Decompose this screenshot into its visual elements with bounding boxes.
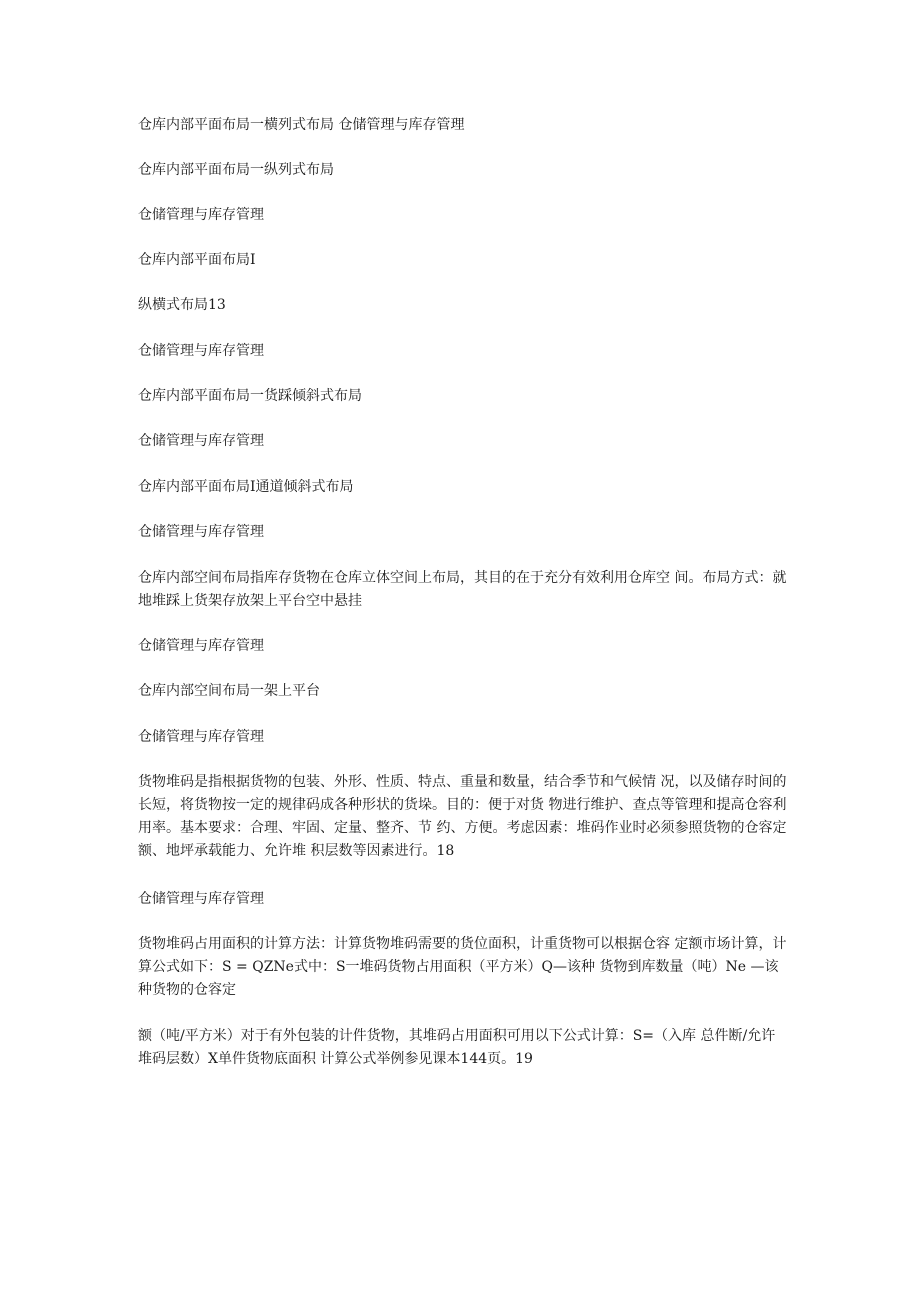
paragraph-9: 仓库内部平面布局I通道倾斜式布局 (138, 479, 354, 495)
paragraph-14: 仓储管理与库存管理 (138, 729, 264, 745)
paragraph-8: 仓储管理与库存管理 (138, 433, 264, 449)
paragraph-7: 仓库内部平面布局一货踩倾斜式布局 (138, 388, 362, 404)
paragraph-13: 仓库内部空间布局一架上平台 (138, 683, 320, 699)
paragraph-5: 纵横式布局13 (138, 297, 226, 313)
paragraph-1: 仓库内部平面布局一横列式布局 仓储管理与库存管理 (138, 117, 465, 133)
paragraph-4: 仓库内部平面布局I (138, 252, 256, 268)
paragraph-10: 仓储管理与库存管理 (138, 524, 264, 540)
paragraph-18: 额（吨/平方米）对于有外包装的计件货物，其堆码占用面积可用以下公式计算：S=（入库 总件断/允许堆码层数）X单件货物底面积 计算公式举例参见课本144页。19 (138, 1028, 776, 1067)
paragraph-12: 仓储管理与库存管理 (138, 638, 264, 654)
paragraph-11: 仓库内部空间布局指库存货物在仓库立体空间上布局，其目的在于充分有效利用仓库空 间。布局方式：就地堆踩上货架存放架上平台空中悬挂 (138, 570, 787, 609)
paragraph-15: 货物堆码是指根据货物的包装、外形、性质、特点、重量和数量，结合季节和气候情 况，以及储存时间的长短，将货物按一定的规律码成各种形状的货垛。目的：便于对货 物进行维护、查点等管理和提高仓容利用率。基本要求：合理、牢固、定量、整齐、节 约、方便。考虑因素：堆码作业时必须参照货物的仓容定额、地坪承载能力、允许堆 积层数等因素进行。18 (138, 774, 787, 859)
paragraph-17: 货物堆码占用面积的计算方法：计算货物堆码需要的货位面积，计重货物可以根据仓容 定额市场计算，计算公式如下：S = QZNe式中：S一堆码货物占用面积（平方米）Q—该种 货物到库数量（吨）Ne —该种货物的仓容定 (138, 936, 787, 998)
paragraph-16: 仓储管理与库存管理 (138, 891, 264, 907)
paragraph-6: 仓储管理与库存管理 (138, 343, 264, 359)
paragraph-2: 仓库内部平面布局一纵列式布局 (138, 162, 334, 178)
paragraph-3: 仓储管理与库存管理 (138, 207, 264, 223)
